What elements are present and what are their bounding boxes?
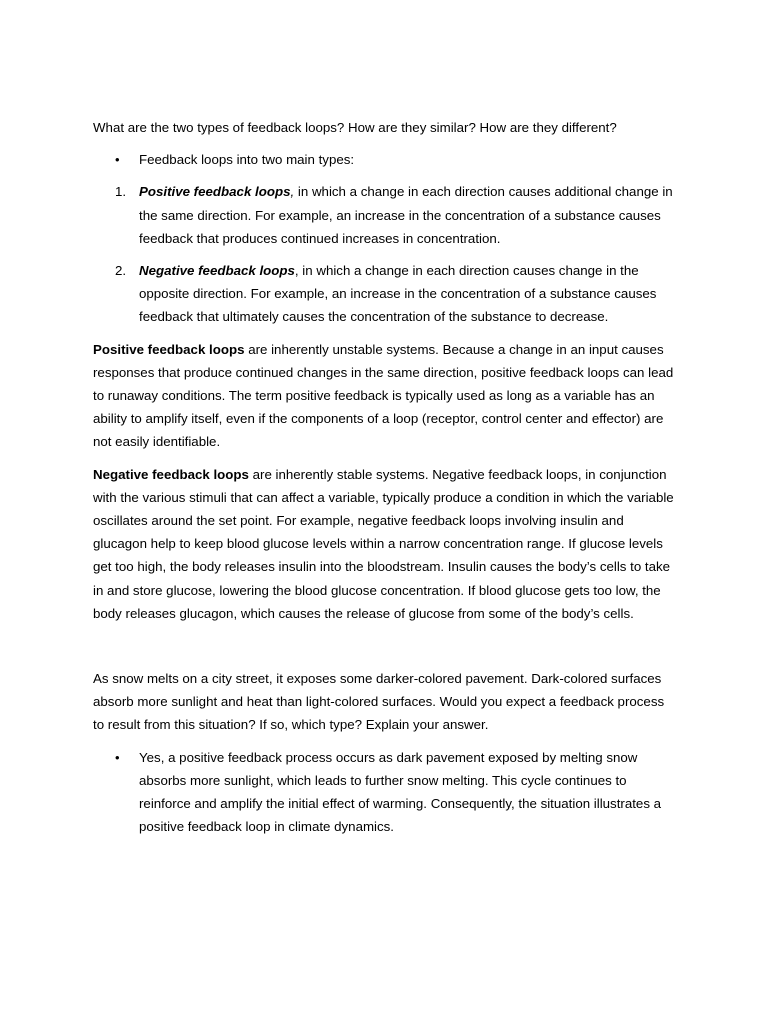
- bullet-item-intro: [93, 148, 678, 171]
- bullet-marker: •: [115, 152, 120, 168]
- bullet-intro-text: Feedback loops into two main types:: [139, 152, 355, 168]
- positive-loops-comma: ,: [290, 184, 295, 200]
- numbered-item-positive: [93, 180, 678, 250]
- negative-loops-description: , in which a change in each direction causes change in the opposite direction. For example, an increase in the concentration of a substance causes feedback that ultimately causes the concentration of the substance to decrease.: [139, 263, 657, 325]
- paragraph-positive-text: are inherently unstable systems. Because a change in an input causes responses that produce continued changes in the same direction, positive feedback loops can lead to runaway conditions. The term positive feedback is typically used as long as a variable has an ability to amplify itself, even if the components of a loop (receptor, control center and effector) are not easily identifiable.: [93, 341, 674, 450]
- paragraph-positive-term: Positive feedback loops: [93, 341, 245, 357]
- negative-loops-term: Negative feedback loops: [139, 263, 295, 279]
- section-spacer: [93, 634, 678, 667]
- paragraph-negative-feedback: [93, 463, 678, 625]
- bullet-item-answer: [93, 746, 678, 839]
- question-1-text: What are the two types of feedback loops? How are they similar? How are they different?: [93, 120, 617, 135]
- paragraph-positive-feedback: [93, 338, 678, 454]
- item-number: 2.: [115, 263, 127, 279]
- positive-loops-description: in which a change in each direction causes additional change in the same direction. For example, an increase in the concentration of a substance causes feedback that produces continued increases in concentration.: [139, 184, 673, 246]
- paragraph-negative-text: are inherently stable systems. Negative feedback loops, in conjunction with the various stimuli that can affect a variable, typically produce a condition in which the variable oscillates around the set point. For example, negative feedback loops involving insulin and glucagon help to keep blood glucose levels within a narrow concentration range. If glucose levels get too high, the body releases insulin into the bloodstream. Insulin causes the body’s cells to take in and store glucose, lowering the blood glucose concentration. If blood glucose gets too low, the body releases glucagon, which causes the release of glucose from some of the body’s cells.: [93, 466, 674, 621]
- item-number: 1.: [115, 184, 127, 200]
- numbered-item-negative: [93, 259, 678, 329]
- question-2-text: As snow melts on a city street, it exposes some darker-colored pavement. Dark-colored surfaces absorb more sunlight and heat than light-colored surfaces. Would you expect a feedback process to result from this situation? If so, which type? Explain your answer.: [93, 671, 665, 733]
- document-page: [93, 116, 678, 847]
- question-2-answer: Yes, a positive feedback process occurs as dark pavement exposed by melting snow absorbs more sunlight, which leads to further snow melting. This cycle continues to reinforce and amplify the initial effect of warming. Consequently, the situation illustrates a positive feedback loop in climate dynamics.: [139, 749, 662, 835]
- paragraph-negative-term: Negative feedback loops: [93, 466, 249, 482]
- bullet-marker: •: [115, 749, 120, 765]
- positive-loops-term: Positive feedback loops: [139, 184, 291, 200]
